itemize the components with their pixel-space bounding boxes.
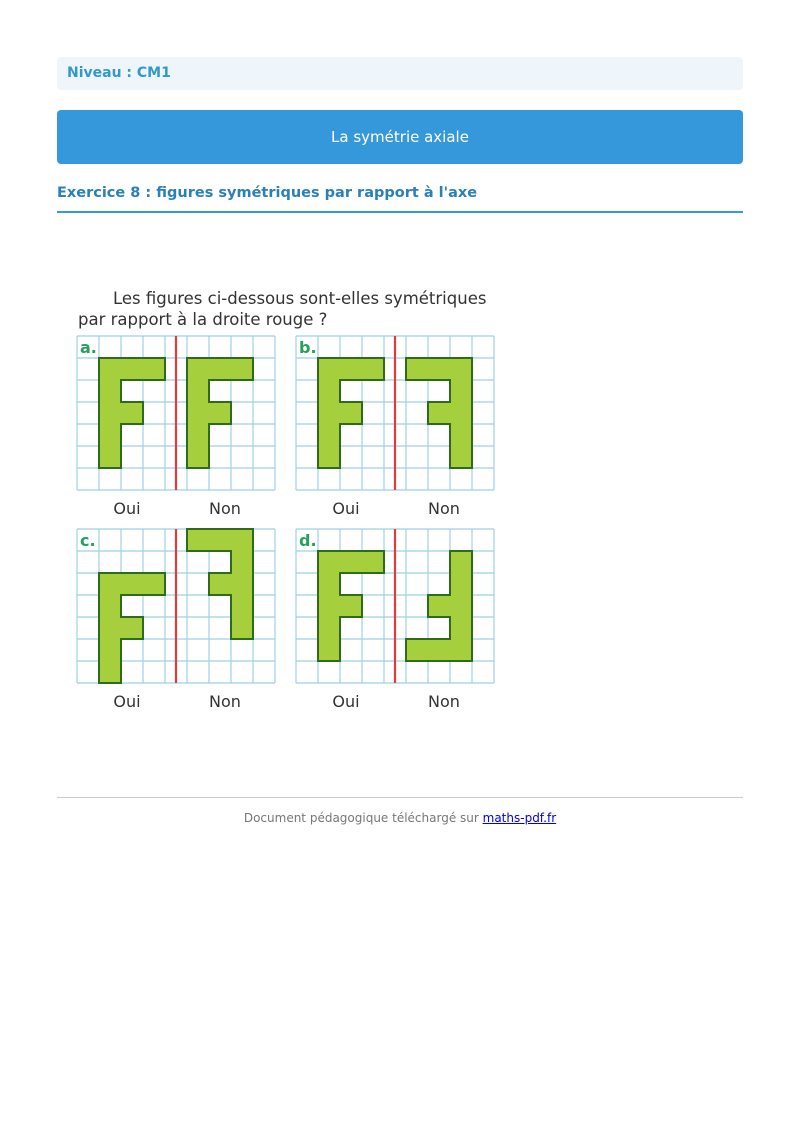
panel-letter: b. bbox=[299, 338, 317, 357]
answer-yes[interactable]: Oui bbox=[113, 692, 141, 711]
footer-link[interactable]: maths-pdf.fr bbox=[482, 811, 557, 825]
level-label: Niveau : CM1 bbox=[57, 57, 743, 90]
question-line-2: par rapport à la droite rouge ? bbox=[78, 310, 328, 329]
answer-no[interactable]: Non bbox=[209, 692, 241, 711]
footer-text: Document pédagogique téléchargé sur bbox=[243, 811, 483, 825]
panel-d bbox=[296, 529, 494, 711]
answer-no[interactable]: Non bbox=[428, 692, 460, 711]
panel-letter: a. bbox=[80, 338, 97, 357]
answer-no[interactable]: Non bbox=[428, 499, 460, 518]
answer-yes[interactable]: Oui bbox=[332, 692, 360, 711]
answer-yes[interactable]: Oui bbox=[113, 499, 141, 518]
panel-c bbox=[77, 529, 275, 711]
panel-a bbox=[77, 336, 275, 518]
footer bbox=[57, 811, 743, 825]
panel-letter: d. bbox=[299, 531, 317, 550]
footer-divider bbox=[57, 797, 743, 798]
answer-no[interactable]: Non bbox=[209, 499, 241, 518]
question-line-1: Les figures ci-dessous sont-elles symétriques bbox=[113, 289, 487, 308]
symmetry-figure bbox=[70, 280, 510, 720]
panel-b bbox=[296, 336, 494, 518]
exercise-title: Exercice 8 : figures symétriques par rapport à l'axe bbox=[57, 185, 743, 213]
panel-letter: c. bbox=[80, 531, 96, 550]
answer-yes[interactable]: Oui bbox=[332, 499, 360, 518]
page-title-banner: La symétrie axiale bbox=[57, 110, 743, 164]
